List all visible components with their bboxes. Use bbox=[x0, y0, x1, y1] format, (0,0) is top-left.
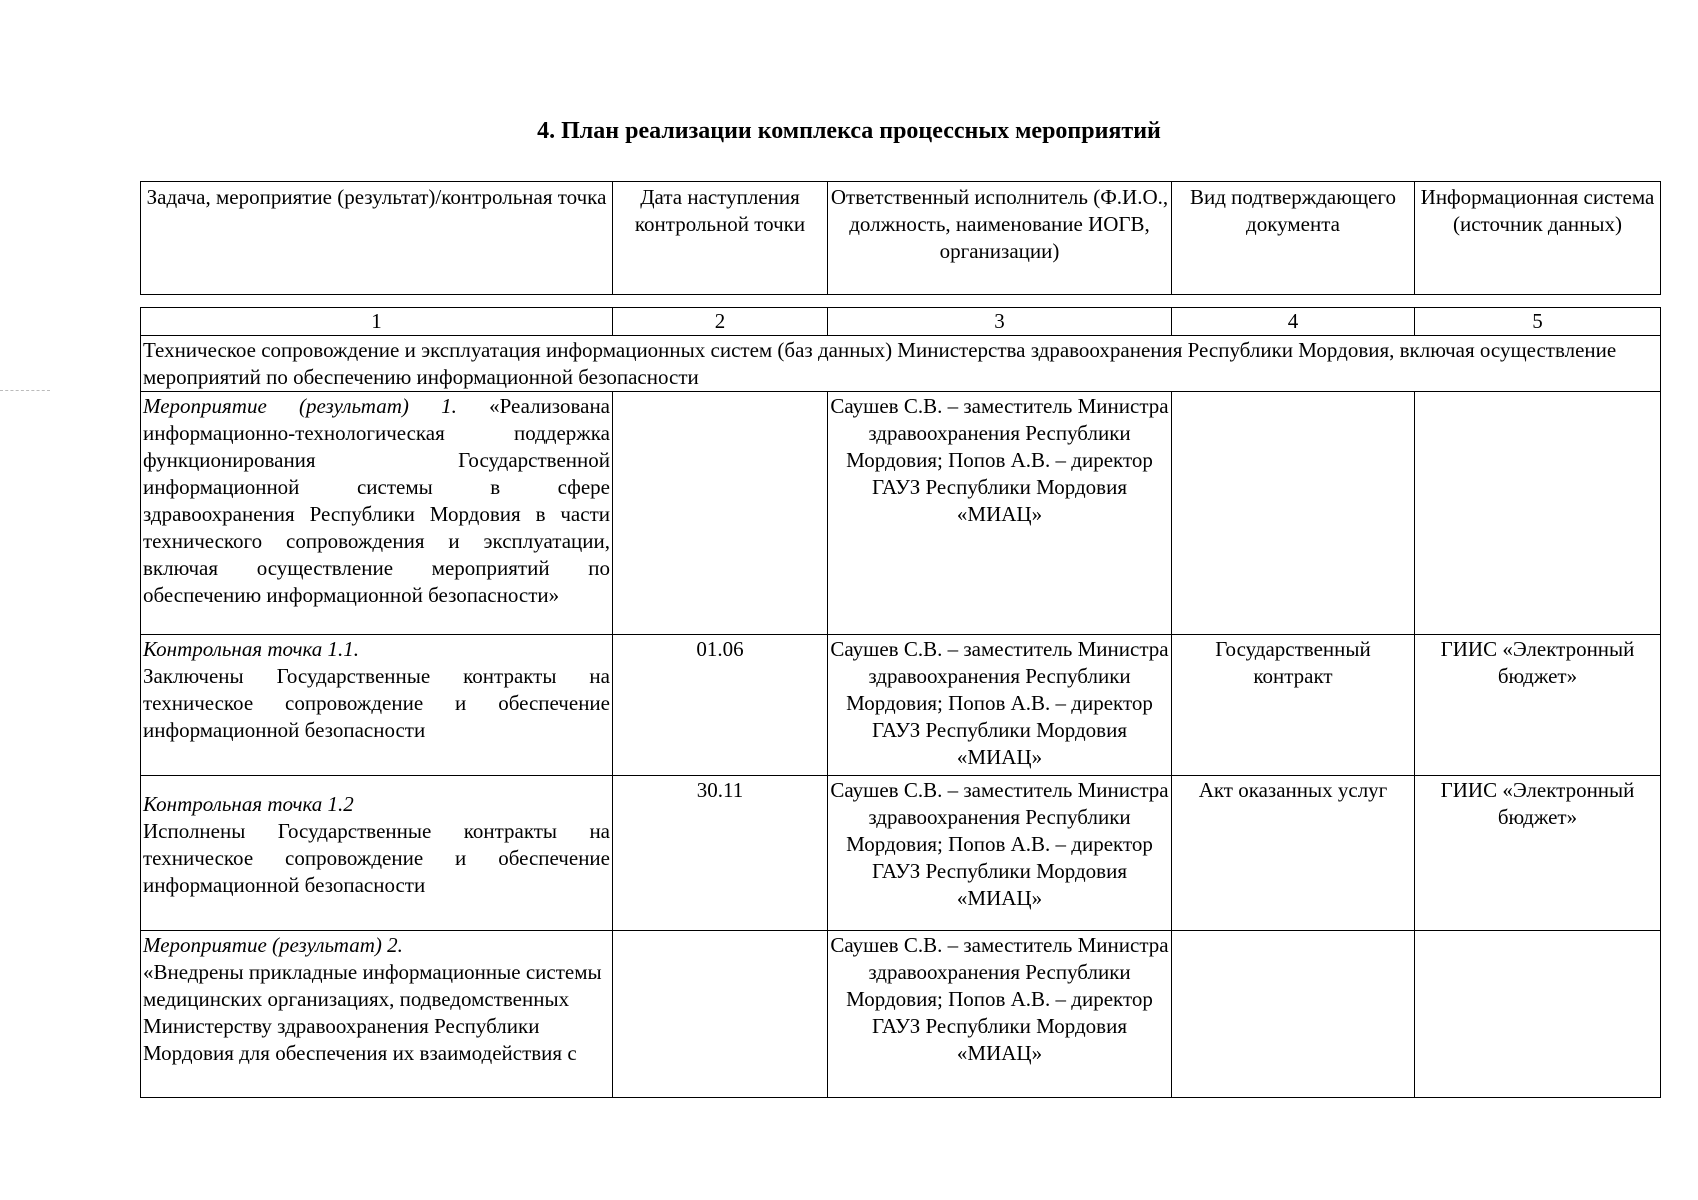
task-text: Исполнены Государственные контракты на техническое сопровождение и обеспечение информационной безопасности bbox=[143, 819, 610, 897]
task-label: Контрольная точка 1.2 bbox=[143, 792, 354, 816]
column-number: 5 bbox=[1415, 308, 1661, 336]
task-cell bbox=[141, 931, 613, 1098]
header-document: Вид подтверждающего документа bbox=[1172, 182, 1415, 295]
table-row bbox=[141, 931, 1661, 1098]
document-cell bbox=[1172, 392, 1415, 635]
system-cell: ГИИС «Электронный бюджет» bbox=[1415, 776, 1661, 931]
responsible-cell: Саушев С.В. – заместитель Министра здравоохранения Республики Мордовия; Попов А.В. – директор ГАУЗ Республики Мордовия «МИАЦ» bbox=[828, 392, 1172, 635]
date-cell: 01.06 bbox=[613, 635, 828, 776]
system-cell bbox=[1415, 931, 1661, 1098]
document-cell: Акт оказанных услуг bbox=[1172, 776, 1415, 931]
task-cell bbox=[141, 776, 613, 931]
page-title: 4. План реализации комплекса процессных мероприятий bbox=[537, 118, 1161, 144]
responsible-cell: Саушев С.В. – заместитель Министра здравоохранения Республики Мордовия; Попов А.В. – директор ГАУЗ Республики Мордовия «МИАЦ» bbox=[828, 635, 1172, 776]
section-row bbox=[141, 336, 1661, 392]
document-cell bbox=[1172, 931, 1415, 1098]
task-label: Контрольная точка 1.1. bbox=[143, 637, 360, 661]
document-cell: Государственный контракт bbox=[1172, 635, 1415, 776]
section-title: Техническое сопровождение и эксплуатация информационных систем (баз данных) Министерства здравоохранения Республики Мордовия, включая осуществление мероприятий по обеспечению информационной безопасности bbox=[141, 336, 1661, 392]
task-cell bbox=[141, 635, 613, 776]
header-system: Информационная система (источник данных) bbox=[1415, 182, 1661, 295]
column-number: 4 bbox=[1172, 308, 1415, 336]
task-cell bbox=[141, 392, 613, 635]
table-row bbox=[141, 776, 1661, 931]
header-table bbox=[140, 181, 1661, 295]
responsible-cell: Саушев С.В. – заместитель Министра здравоохранения Республики Мордовия; Попов А.В. – директор ГАУЗ Республики Мордовия «МИАЦ» bbox=[828, 776, 1172, 931]
task-text: «Реализована информационно-технологическая поддержка функционирования Государственной информационной системы в сфере здравоохранения Республики Мордовия в части технического сопровождения и эксплуатации, включая осуществление мероприятий по обеспечению информационной безопасности» bbox=[143, 394, 611, 607]
header-date: Дата наступления контрольной точки bbox=[613, 182, 828, 295]
responsible-cell: Саушев С.В. – заместитель Министра здравоохранения Республики Мордовия; Попов А.В. – директор ГАУЗ Республики Мордовия «МИАЦ» bbox=[828, 931, 1172, 1098]
table-row bbox=[141, 635, 1661, 776]
task-label: Мероприятие (результат) 1. bbox=[143, 394, 457, 418]
task-text: Заключены Государственные контракты на техническое сопровождение и обеспечение информационной безопасности bbox=[143, 664, 610, 742]
column-number: 2 bbox=[613, 308, 828, 336]
margin-scan-marks bbox=[0, 390, 50, 393]
header-task: Задача, мероприятие (результат)/контрольная точка bbox=[141, 182, 613, 295]
system-cell: ГИИС «Электронный бюджет» bbox=[1415, 635, 1661, 776]
date-cell bbox=[613, 392, 828, 635]
column-number-row bbox=[141, 308, 1661, 336]
column-number: 3 bbox=[828, 308, 1172, 336]
table-row bbox=[141, 392, 1661, 635]
plan-table bbox=[140, 307, 1661, 1098]
task-text: «Внедрены прикладные информационные системы медицинских организациях, подведомственных Министерству здравоохранения Республики Мордовия для обеспечения их взаимодействия с bbox=[143, 960, 602, 1065]
date-cell: 30.11 bbox=[613, 776, 828, 931]
header-responsible: Ответственный исполнитель (Ф.И.О., должность, наименование ИОГВ, организации) bbox=[828, 182, 1172, 295]
system-cell bbox=[1415, 392, 1661, 635]
date-cell bbox=[613, 931, 828, 1098]
task-label: Мероприятие (результат) 2. bbox=[143, 933, 403, 957]
column-number: 1 bbox=[141, 308, 613, 336]
